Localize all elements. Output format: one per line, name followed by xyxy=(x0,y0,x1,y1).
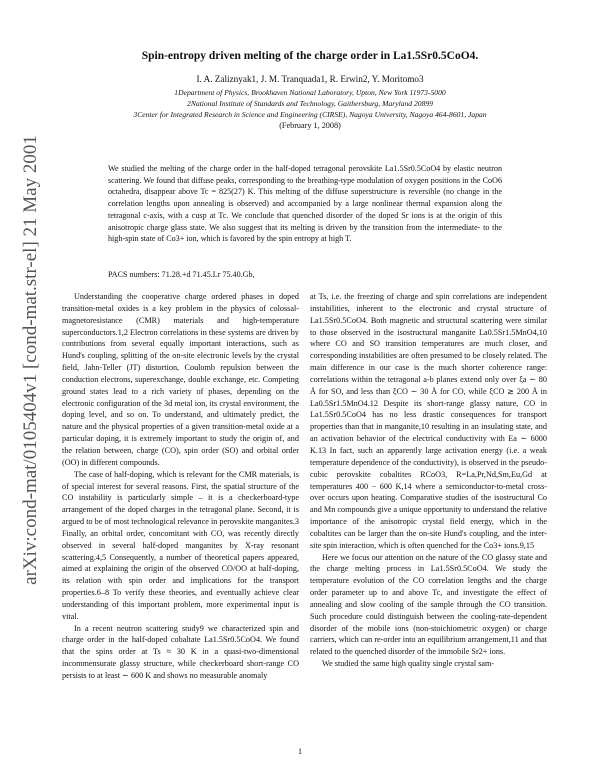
paragraph: In a recent neutron scattering study9 we characterized spin and charge order in the half-doped cobaltate La1.5Sr0.5CoO4. We found that the spins order at Ts ≈ 30 K in a quasi-two-dimensional incommensurate glassy structure, while checkerboard short-range CO persists to at least ∼ 600 K and shows no measurable anomaly xyxy=(62,623,299,680)
pacs-numbers: PACS numbers: 71.28.+d 71.45.Lr 75.40.Gb, xyxy=(108,270,255,279)
paragraph: at Ts, i.e. the freezing of charge and spin correlations are independent instabilities, inherent to the electronic and crystal structure of La1.5Sr0.5CoO4. Both magnetic and structural scattering were similar to those observed in the isostructural manganite La0.5Sr1.5MnO4,10 where CO and SO transition temperatures are much closer, and corresponding instabilities are often presumed to be closely related. The main difference in our case is the much shorter coherence range: correlations within the tetragonal a-b planes extend only over ξa ∼ 80 Å for SO, and less than ξCO ∼ 30 Å for CO, while ξCO ≳ 200 Å in La0.5Sr1.5MnO4.12 Despite its short-range glassy nature, CO in La1.5Sr0.5CoO4 has no less drastic consequences for transport properties than that in manganite,10 resulting in an insulating state, and an activation behavior of the electrical conductivity with Ea ∼ 6000 K.13 In fact, such an apparently large activation energy (i.e. a weak temperature dependence of the conductivity), is observed in the pseudo-cubic perovskite cobaltites RCoO3, R=La,Pr,Nd,Sm,Eu,Gd at temperatures 400 − 600 K,14 where a semiconductor-to-metal cross-over occurs upon heating. Comparative studies of the isostructural Co and Mn compounds give a unique opportunity to understand the relative importance of the anisotropic crystal field energy, which in the cobaltites can be larger than the on-site Hund's coupling, and the inter-site spin interaction, which is often quenched for the Co3+ ions.9,15 xyxy=(310,292,547,550)
paragraph: The case of half-doping, which is relevant for the CMR materials, is of special interest for several reasons. First, the spatial structure of the CO instability is particularly simple – it is a checkerboard-type arrangement of the doped charges in the tetragonal plane. Second, it is argued to be of most technological relevance in perovskite manganites.3 Finally, an orbital order, concomitant with CO, was recently directly observed in several half-doped manganites by X-ray resonant scattering.4,5 Consequently, a number of theoretical papers appeared, aimed at explaining the origin of the observed CO/OO at half-doping, its relation with spin order and implications for the transport properties.6–8 To verify these theories, and eventually achieve clear understanding of this important problem, more experimental input is vital. xyxy=(62,469,299,621)
abstract: We studied the melting of the charge order in the half-doped tetragonal perovskite La1.5Sr0.5CoO4 by elastic neutron scattering. We found that diffuse peaks, corresponding to the breathing-type modulation of oxygen positions in the CoO6 octahedra, disappear above Tc = 825(27) K. This melting of the diffuse superstructure is reversible (no change in the correlation lengths upon annealing is observed) and accompanied by a large nonlinear thermal expansion along the tetragonal c-axis, with a cusp at Tc. We conclude that quenched disorder of the doped Sr ions is at the origin of this anisotropic charge glass state. We also suggest that its melting is driven by the transition from the intermediate- to the high-spin state of Co3+ ion, which is favored by the spin entropy at high T. xyxy=(108,164,502,244)
page-number: 1 xyxy=(297,746,303,756)
affiliation-3: 3Center for Integrated Research in Science and Engineering (CIRSE), Nagoya University, Nagoya 464-8601, Japan xyxy=(133,110,487,119)
author-list: I. A. Zaliznyak1, J. M. Tranquada1, R. Erwin2, Y. Moritomo3 xyxy=(196,74,424,84)
affiliation-1: 1Department of Physics, Brookhaven National Laboratory, Upton, New York 11973-5000 xyxy=(174,88,446,97)
paragraph: We studied the same high quality single crystal sam- xyxy=(322,659,495,669)
date-line: (February 1, 2008) xyxy=(279,121,341,130)
paper-title: Spin-entropy driven melting of the charge order in La1.5Sr0.5CoO4. xyxy=(141,50,479,62)
arxiv-sidebar xyxy=(18,100,44,620)
affiliation-2: 2National Institute of Standards and Technology, Gaithersburg, Maryland 20899 xyxy=(187,99,433,108)
paragraph: Here we focus our attention on the nature of the CO glassy state and the charge melting process in La1.5Sr0.5CoO4. We study the temperature evolution of the CO correlation lengths and the charge order parameter up to and above Tc, and investigate the effect of annealing and slow cooling of the sample through the CO transition. Such procedure could distinguish between the cooling-rate-dependent disorder of the mobile ions (non-stoichiometric oxygen) or charge carriers, which can re-order into an equilibrium arrangement,11 and that related to the quenched disorder of the immobile Sr2+ ions. xyxy=(310,552,547,657)
right-column xyxy=(310,291,547,670)
left-column xyxy=(62,291,299,682)
paragraph: Understanding the cooperative charge ordered phases in doped transition-metal oxides is a key problem in the physics of colossal-magnetoresistance (CMR) materials and high-temperature superconductors.1,2 Electron correlations in these systems are driven by contributions from several equally important interactions, such as Hund's coupling, splitting of the on-site electronic levels by the crystal field, Jahn-Teller (JT) distortion, Coulomb repulsion between the conduction electrons, superexchange, double exchange, etc. Competing ground states lead to a rich variety of phases, depending on the electronic configuration of the 3d metal ion, its crystal environment, the doping level, and so on. To understand, and ultimately predict, the nature and the physical properties of a given transition-metal oxide at a particular doping, it is extremely important to study the origin of, and the relation between, charge (CO), spin order (SO) and orbital order (OO) in different compounds. xyxy=(62,292,299,467)
arxiv-identifier: arXiv:cond-mat/0105404v1 [cond-mat.str-el] 21 May 2001 xyxy=(20,135,41,585)
